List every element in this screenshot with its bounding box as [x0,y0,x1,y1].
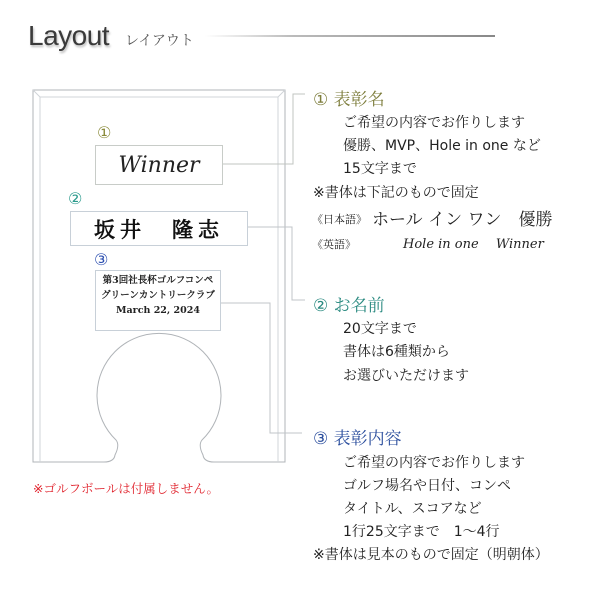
golf-ball-note: ※ゴルフボールは付属しません。 [33,481,219,496]
marker-1: ① [97,123,112,142]
award-name-box [95,145,223,185]
sample-label-english: 《英語》 [312,238,356,251]
award-name-text: Winner [118,152,200,178]
content-line: グリーンカントリークラブ [101,290,215,301]
page-subtitle: レイアウト [125,33,194,49]
section-2-heading: ② お名前 [313,296,385,316]
section-1-line: 優勝、MVP、Hole in one など [343,138,541,154]
content-line: 第3回社長杯ゴルフコンペ [102,275,214,286]
sample-text-japanese: ホール イン ワン 優勝 [372,210,553,230]
section-3-line: ご希望の内容でお作りします [343,455,525,471]
content-line: March 22, 2024 [116,305,200,316]
person-name-text: 坂井 隆志 [94,217,224,242]
person-name-box [70,211,248,246]
section-2-line: 20文字まで [343,321,417,337]
marker-2: ② [68,189,83,208]
section-3-line: ゴルフ場名や日付、コンペ [343,478,511,494]
section-3-note: ※書体は見本のもので固定（明朝体） [313,547,549,563]
award-content-box [95,270,221,331]
section-3-heading: ③ 表彰内容 [313,429,402,449]
marker-3: ③ [94,250,109,269]
section-2-line: 書体は6種類から [343,344,450,360]
section-1-note: ※書体は下記のもので固定 [313,185,479,201]
page-title: Layout [28,20,110,51]
sample-text-english: Hole in one Winner [403,237,544,252]
section-1-line: ご希望の内容でお作りします [343,115,525,131]
section-1-line: 15文字まで [343,161,417,177]
section-1-heading: ① 表彰名 [313,90,385,110]
section-2-line: お選びいただけます [343,368,469,384]
sample-label-japanese: 《日本語》 [312,213,367,226]
section-3-line: 1行25文字まで 1～4行 [343,524,500,540]
section-3-line: タイトル、スコアなど [343,501,482,517]
